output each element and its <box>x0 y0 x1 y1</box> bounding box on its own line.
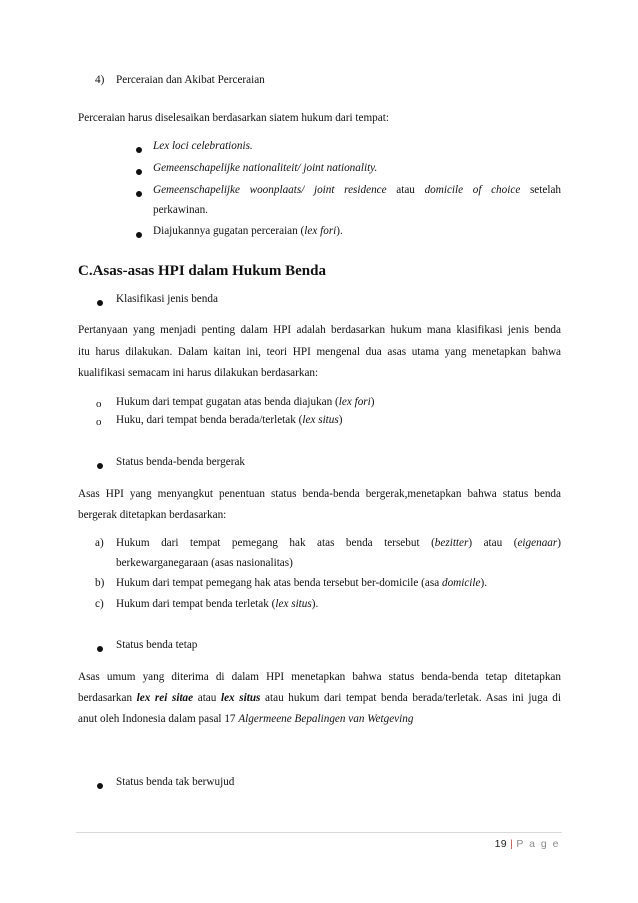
klasifikasi-item-2: Huku, dari tempat benda berada/terletak (lex situs) <box>116 414 343 426</box>
bullet-icon <box>136 169 142 175</box>
list-letter: a) <box>95 537 104 549</box>
list-letter: c) <box>95 598 104 610</box>
bullet-icon <box>97 300 103 306</box>
page-label: P a g e <box>516 838 560 850</box>
bullet-icon <box>97 463 103 469</box>
tetap-para-line: anut oleh Indonesia dalam pasal 17 Algermeene Bepalingen van Wetgeving <box>78 713 414 725</box>
divorce-intro: Perceraian harus diselesaikan berdasarkan siatem hukum dari tempat: <box>78 112 389 124</box>
section-heading: C.Asas-asas HPI dalam Hukum Benda <box>78 263 326 279</box>
tetap-para-line: Asas umum yang diterima di dalam HPI menetapkan bahwa status benda-benda tetap ditetapkan <box>78 671 561 683</box>
divorce-bullet-3-cont: perkawinan. <box>153 204 208 216</box>
circle-bullet-icon: o <box>96 416 102 428</box>
divorce-bullet-2: Gemeenschapelijke nationaliteit/ joint nationality. <box>153 162 378 174</box>
bullet-icon <box>97 783 103 789</box>
klasifikasi-para-line: kualifikasi semacam ini harus dilakukan berdasarkan: <box>78 367 319 379</box>
klasifikasi-item-1: Hukum dari tempat gugatan atas benda diajukan (lex fori) <box>116 396 375 408</box>
circle-bullet-icon: o <box>96 398 102 410</box>
list-letter: b) <box>95 577 105 589</box>
bullet-icon <box>136 232 142 238</box>
footer-separator: | <box>510 838 514 850</box>
section-title: Perceraian dan Akibat Perceraian <box>116 74 265 86</box>
page-number: 19 <box>494 838 507 850</box>
tetap-label: Status benda tetap <box>116 639 198 651</box>
bullet-icon <box>97 646 103 652</box>
bergerak-item-b: Hukum dari tempat pemegang hak atas benda tersebut ber-domicile (asa domicile). <box>116 577 488 589</box>
bergerak-item-a-cont: berkewarganegaraan (asas nasionalitas) <box>116 557 293 569</box>
bergerak-para-line: bergerak ditetapkan berdasarkan: <box>78 509 227 521</box>
list-number: 4) <box>95 74 105 86</box>
divorce-bullet-3: Gemeenschapelijke woonplaats/ joint residence atau domicile of choice setelah <box>153 184 562 196</box>
klasifikasi-para-line: itu harus dilakukan. Dalam kaitan ini, teori HPI mengenal dua asas utama yang menetapkan bahwa <box>78 346 561 358</box>
klasifikasi-label: Klasifikasi jenis benda <box>116 293 218 305</box>
divorce-bullet-1: Lex loci celebrationis. <box>153 140 253 152</box>
bergerak-item-a: Hukum dari tempat pemegang hak atas benda tersebut (bezitter) atau (eigenaar) <box>116 537 561 549</box>
bergerak-item-c: Hukum dari tempat benda terletak (lex situs). <box>116 598 319 610</box>
bergerak-para-line: Asas HPI yang menyangkut penentuan status benda-benda bergerak,menetapkan bahwa status benda <box>78 488 561 500</box>
divorce-bullet-4: Diajukannya gugatan perceraian (lex fori). <box>153 225 343 237</box>
footer-divider <box>76 832 562 833</box>
page-footer <box>495 838 560 850</box>
bergerak-label: Status benda-benda bergerak <box>116 456 246 468</box>
bullet-icon <box>136 191 142 197</box>
bullet-icon <box>136 147 142 153</box>
klasifikasi-para-line: Pertanyaan yang menjadi penting dalam HPI adalah berdasarkan hukum mana klasifikasi jenis benda <box>78 324 561 336</box>
tak-berwujud-label: Status benda tak berwujud <box>116 776 235 788</box>
tetap-para-line: berdasarkan lex rei sitae atau lex situs atau hukum dari tempat benda berada/terletak. Asas ini juga di <box>78 692 561 704</box>
